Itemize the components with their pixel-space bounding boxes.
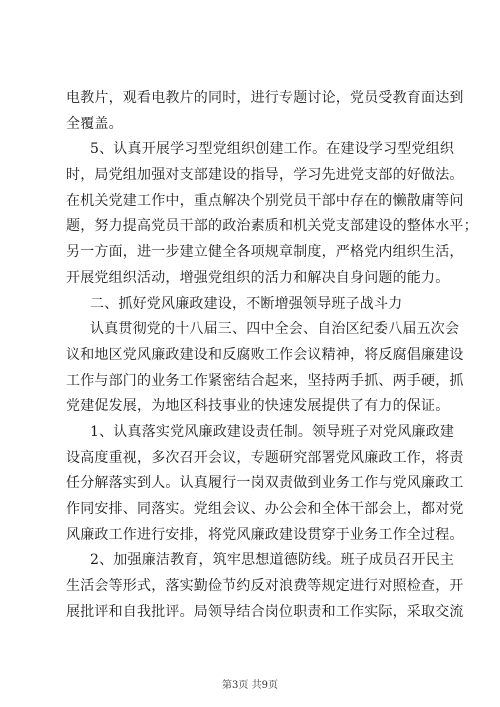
page-number-footer: 第3页 共9页 (222, 680, 278, 691)
body-line: 1、认真落实党风廉政建设责任制。领导班子对党风廉政建 (90, 423, 455, 440)
body-line: 题，努力提高党员干部的政治素质和机关党支部建设的整体水平； (66, 218, 478, 235)
body-line: 全覆盖。 (66, 115, 123, 132)
section-heading: 二、抓好党风廉政建设，不断增强领导班子战斗力 (90, 295, 403, 312)
body-text (66, 86, 478, 625)
body-line: 设高度重视，多次召开会议，专题研究部署党风廉政工作，将责 (66, 449, 464, 466)
body-line: 党建促发展，为地区科技事业的快速发展提供了有力的保证。 (66, 398, 450, 415)
body-line: 在机关党建工作中，重点解决个别党员干部中存在的懒散庸等问 (66, 192, 464, 209)
body-line: 电教片，观看电教片的同时，进行专题讨论，党员受教育面达到 (66, 90, 464, 106)
body-line: 任分解落实到人。认真履行一岗双责做到业务工作与党风廉政工 (66, 475, 464, 492)
body-line: 工作与部门的业务工作紧密结合起来，坚持两手抓、两手硬，抓 (66, 372, 464, 389)
body-line: 生活会等形式，落实勤俭节约反对浪费等规定进行对照检查，开 (66, 578, 464, 595)
body-line: 风廉政工作进行安排，将党风廉政建设贯穿于业务工作全过程。 (66, 526, 464, 543)
body-line: 认真贯彻党的十八届三、四中全会、自治区纪委八届五次会 (90, 321, 460, 338)
body-line: 另一方面，进一步建立健全各项规章制度，严格党内组织生活， (66, 244, 464, 261)
body-line: 时，局党组加强对支部建设的指导，学习先进党支部的好做法。 (66, 167, 464, 184)
body-line: 2、加强廉洁教育，筑牢思想道德防线。班子成员召开民主 (90, 552, 455, 569)
body-line: 展批评和自我批评。局领导结合岗位职责和工作实际，采取交流 (66, 603, 464, 620)
body-line: 议和地区党风廉政建设和反腐败工作会议精神，将反腐倡廉建设 (66, 346, 464, 363)
body-line: 5、认真开展学习型党组织创建工作。在建设学习型党组织 (90, 141, 455, 158)
body-line: 作同安排、同落实。党组会议、办公会和全体干部会上，都对党 (66, 501, 464, 517)
body-line: 开展党组织活动，增强党组织的活力和解决自身问题的能力。 (66, 269, 450, 286)
